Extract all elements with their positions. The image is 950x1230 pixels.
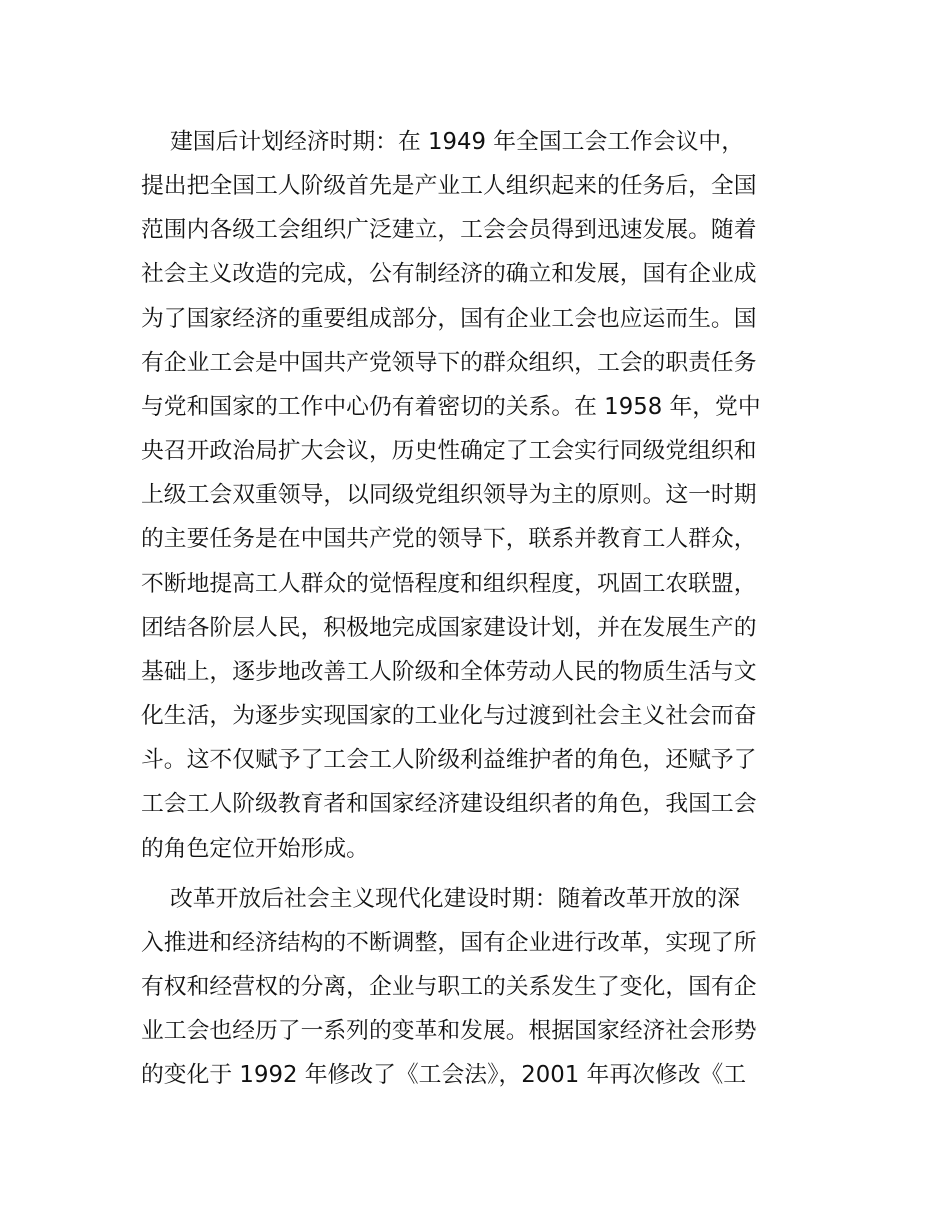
text-line: 工会工人阶级教育者和国家经济建设组织者的角色，我国工会 (141, 791, 757, 818)
text-line: 有企业工会是中国共产党领导下的群众组织，工会的职责任务 (141, 349, 757, 376)
text-line: 提出把全国工人阶级首先是产业工人组织起来的任务后，全国 (141, 173, 757, 200)
document-body (141, 120, 811, 1097)
text-line: 不断地提高工人群众的觉悟程度和组织程度，巩固工农联盟， (141, 570, 757, 597)
text-line: 社会主义改造的完成，公有制经济的确立和发展，国有企业成 (141, 261, 757, 288)
paragraph-planned-economy-period (141, 120, 811, 871)
text-line: 的变化于 1992 年修改了《工会法》，2001 年再次修改《工 (141, 1062, 747, 1089)
text-line: 化生活，为逐步实现国家的工业化与过渡到社会主义社会而奋 (141, 703, 757, 730)
text-line: 业工会也经历了一系列的变革和发展。根据国家经济社会形势 (141, 1018, 757, 1045)
text-line: 基础上，逐步地改善工人阶级和全体劳动人民的物质生活与文 (141, 658, 757, 685)
text-line: 的角色定位开始形成。 (141, 835, 369, 862)
text-line: 的主要任务是在中国共产党的领导下，联系并教育工人群众， (141, 526, 757, 553)
text-line: 上级工会双重领导，以同级党组织领导为主的原则。这一时期 (141, 482, 757, 509)
text-line: 团结各阶层人民，积极地完成国家建设计划，并在发展生产的 (141, 614, 757, 641)
text-line: 与党和国家的工作中心仍有着密切的关系。在 1958 年，党中 (141, 393, 761, 420)
text-line: 有权和经营权的分离，企业与职工的关系发生了变化，国有企 (141, 973, 757, 1000)
text-line: 建国后计划经济时期：在 1949 年全国工会工作会议中， (141, 129, 745, 155)
text-line: 入推进和经济结构的不断调整，国有企业进行改革，实现了所 (141, 929, 757, 956)
text-line: 斗。这不仅赋予了工会工人阶级利益维护者的角色，还赋予了 (141, 747, 757, 774)
text-line: 央召开政治局扩大会议，历史性确定了工会实行同级党组织和 (141, 438, 757, 465)
text-line: 改革开放后社会主义现代化建设时期：随着改革开放的深 (141, 885, 740, 912)
text-line: 范围内各级工会组织广泛建立，工会会员得到迅速发展。随着 (141, 217, 757, 244)
text-line: 为了国家经济的重要组成部分，国有企业工会也应运而生。国 (141, 305, 757, 332)
paragraph-reform-period (141, 877, 811, 1098)
